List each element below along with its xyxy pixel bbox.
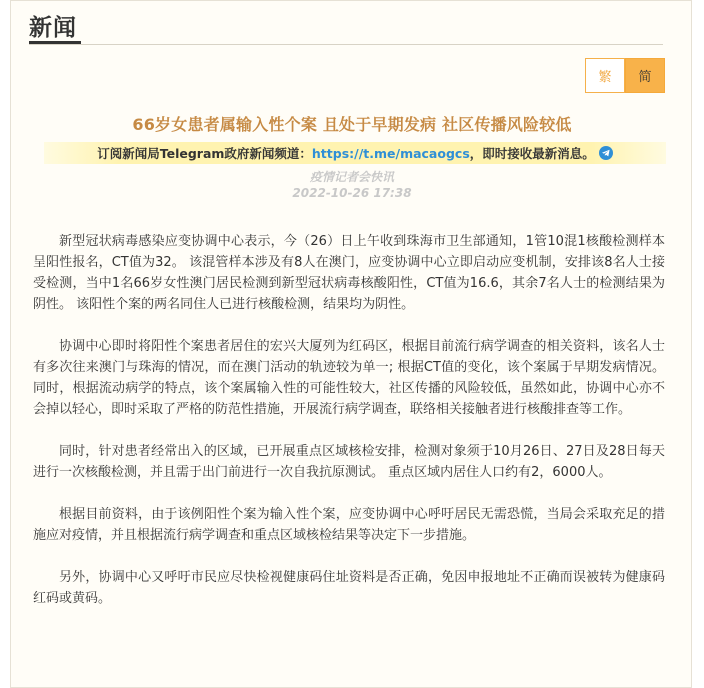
traditional-chinese-button[interactable]: 繁 bbox=[585, 58, 625, 93]
language-switch bbox=[585, 58, 665, 93]
telegram-subscribe-banner bbox=[44, 142, 666, 164]
article-paragraph: 根据目前资料，由于该例阳性个案为输入性个案，应变协调中心呼吁居民无需恐慌，当局会采取充足的措施应对疫情，并且根据流行病学调查和重点区域核检结果等决定下一步措施。 bbox=[33, 507, 665, 543]
article-source: 疫情记者会快讯 bbox=[309, 170, 394, 184]
telegram-channel-link[interactable]: https://t.me/macaogcs bbox=[311, 145, 470, 161]
article-paragraph: 另外，协调中心又呼吁市民应尽快检视健康码住址资料是否正确，免因申报地址不正确而误被转为健康码红码或黄码。 bbox=[33, 570, 665, 606]
article-title: 66岁女患者属输入性个案 且处于早期发病 社区传播风险较低 bbox=[132, 115, 572, 134]
title-divider bbox=[29, 44, 663, 45]
telegram-suffix-text: ，即时接收最新消息。 bbox=[469, 146, 595, 161]
article-paragraph: 协调中心即时将阳性个案患者居住的宏兴大厦列为红码区，根据目前流行病学调查的相关资料，该名人士有多次往来澳门与珠海的情况，而在澳门活动的轨迹较为单一; 根据CT值的变化，该个案属于早期发病情况。 同时，根据流动病学的特点，该个案属输入性的可能性较大，社区传播的风险较低，虽然如此，协调中心亦不会掉以轻心，即时采取了严格的防范性措施，开展流行病学调查，联络相关接触者进行核酸排查等工作。 bbox=[33, 339, 665, 417]
page-title: 新闻 bbox=[29, 15, 77, 41]
simplified-chinese-button[interactable]: 简 bbox=[625, 58, 665, 93]
article-paragraph: 同时，针对患者经常出入的区域，已开展重点区域核检安排，检测对象须于10月26日、27日及28日每天进行一次核酸检测，并且需于出门前进行一次自我抗原测试。 重点区域内居住人口约有2，6000人。 bbox=[33, 444, 665, 480]
telegram-prefix-text: 订阅新闻局Telegram政府新闻频道： bbox=[97, 146, 312, 161]
article-body bbox=[33, 231, 665, 630]
article-paragraph: 新型冠状病毒感染应变协调中心表示，今（26）日上午收到珠海市卫生部通知，1管10混1核酸检测样本呈阳性报名，CT值为32。 该混管样本涉及有8人在澳门，应变协调中心立即启动应变机制，安排该8名人士接受检测，当中1名66岁女性澳门居民检测到新型冠状病毒核酸阳性，CT值为16.6，其余7名人士的检测结果为阴性。 该阳性个案的两名同住人已进行核酸检测，结果均为阴性。 bbox=[33, 234, 665, 312]
telegram-icon[interactable] bbox=[599, 146, 613, 160]
article-timestamp: 2022-10-26 17:38 bbox=[292, 186, 412, 200]
